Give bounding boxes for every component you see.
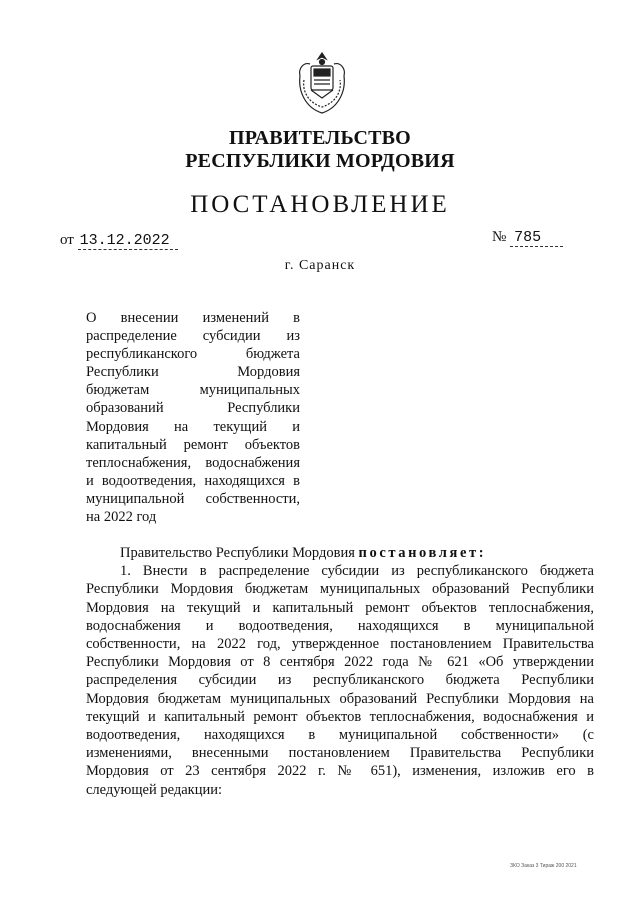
body-line: текущий и капитальный ремонт объектов теплоснабжения, водоснабжения и [86,708,594,725]
subject-line: Республики Мордовия [86,364,300,381]
date-value: 13.12.2022 [78,232,178,250]
body-line: изменениями, внесенными постановлением Правительства Республики [86,745,594,762]
body-line: водоснабжения и водоотведения, находящихся в муниципальной [86,617,594,634]
subject-line: республиканского бюджета [86,346,300,363]
government-name-line2: РЕСПУБЛИКИ МОРДОВИЯ [185,150,455,172]
subject-line: теплоснабжения, водоснабжения [86,454,300,471]
document-subject-title [86,309,300,526]
body-line: следующей редакции: [86,781,223,798]
subject-line: и водоотведения, находящихся в [86,472,300,489]
document-body [86,544,594,799]
subject-line: распределение субсидии из [86,328,300,345]
subject-line: на 2022 год [86,509,157,526]
number-value: 785 [510,229,563,247]
number-prefix: № [492,229,507,245]
number-field [492,229,563,246]
body-line: водоотведения, находящихся в муниципальной собственности» (с [86,727,594,744]
date-field [60,232,178,249]
subject-line: бюджетам муниципальных [86,382,300,399]
subject-line: муниципальной собственности, [86,490,300,507]
body-line: собственности, на 2022 год, утвержденное постановлением Правительства [86,636,594,653]
body-line: Республики Мордовия от 8 сентября 2022 года № 621 «Об утверждении [86,654,594,671]
subject-line: образований Республики [86,400,300,417]
date-prefix: от [60,232,74,248]
body-line: Мордовия бюджетам муниципальных образований Республики Мордовия на [86,690,594,707]
subject-line: Мордовия на текущий и [86,418,300,435]
subject-line: капитальный ремонт объектов [86,436,300,453]
intro-text: Правительство Республики Мордовия [120,545,359,561]
body-line: Мордовия от 23 сентября 2022 г. № 651), изменения, изложив его в [86,763,594,780]
body-line: 1. Внести в распределение субсидии из республиканского бюджета [120,563,594,580]
city-name: г. Саранск [284,258,356,273]
print-mark: ЗКО Заказ 3 Тираж 200 2021 [510,863,577,869]
body-line: Республики Мордовия бюджетам муниципальных образований Республики [86,581,594,598]
intro-verb: постановляет: [358,545,487,561]
subject-line: О внесении изменений в [86,310,300,326]
body-intro [86,544,594,562]
document-type-title: ПОСТАНОВЛЕНИЕ [190,191,450,218]
body-line: Мордовия на текущий и капитальный ремонт объектов теплоснабжения, [86,599,594,616]
body-line: распределения субсидии из республиканского бюджета Республики [86,672,594,689]
government-name-line1: ПРАВИТЕЛЬСТВО [229,127,411,149]
coat-of-arms-emblem [292,50,352,116]
